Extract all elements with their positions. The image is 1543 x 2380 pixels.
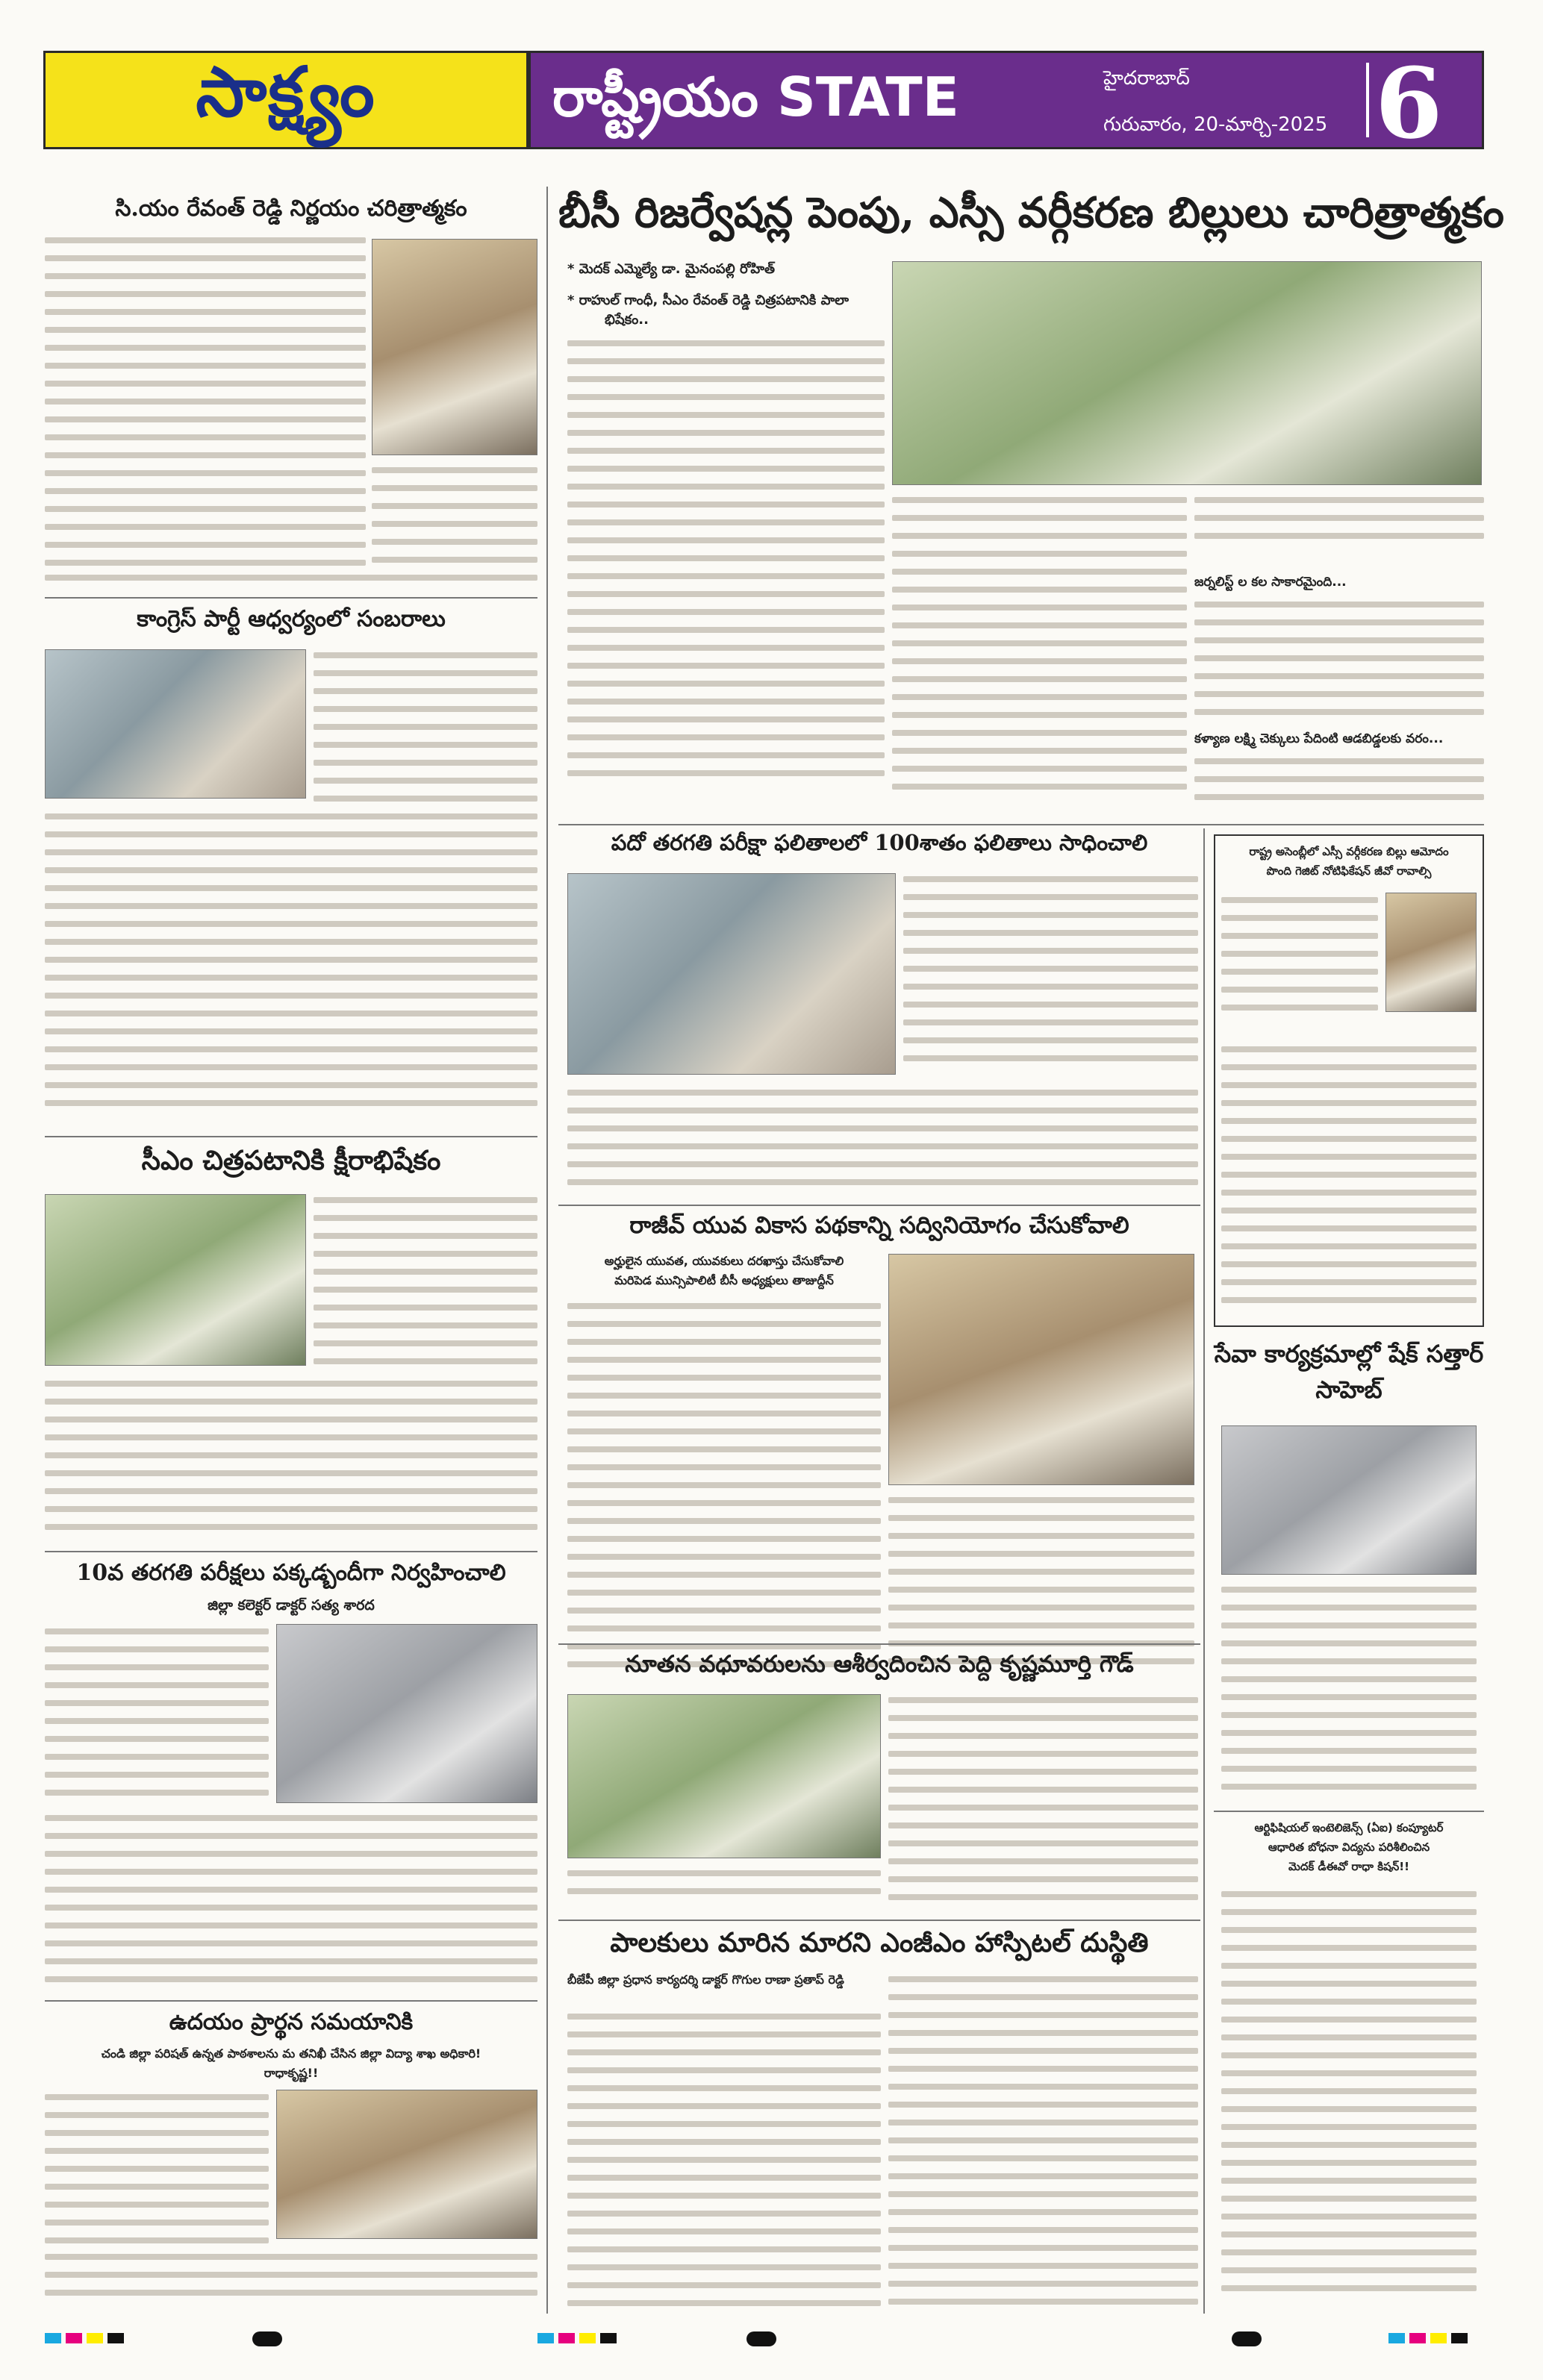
yellow-swatch bbox=[579, 2333, 596, 2343]
story-body-text bbox=[1221, 1042, 1477, 1318]
story-body-text bbox=[1194, 493, 1484, 567]
story-divider bbox=[45, 2000, 537, 2002]
story-body-text bbox=[567, 1866, 881, 1911]
story-body-text bbox=[892, 493, 1187, 806]
story-body-text bbox=[567, 2009, 881, 2308]
sidebar-box-title: రాష్ట్ర అసెంబ్లీలో ఎస్సీ వర్గీకరణ బిల్లు ఆమోదం bbox=[1249, 845, 1449, 858]
story-body-text bbox=[888, 1972, 1198, 2308]
wedding-photo bbox=[567, 1694, 881, 1858]
portrait-photo bbox=[888, 1254, 1194, 1485]
story-headline: సీఎం చిత్రపటానికి క్షీరాభిషేకం bbox=[141, 1145, 441, 1176]
story-body-text bbox=[1221, 893, 1378, 1034]
story-headline: నూతన వధూవరులను ఆశీర్వదించిన పెద్ది కృష్ణమూర్తి గౌడ్ bbox=[625, 1651, 1134, 1678]
brand-name: సాక్ష్యం bbox=[196, 51, 376, 132]
registration-mark bbox=[746, 2331, 776, 2346]
story-headline: 10వ తరగతి పరీక్షలు పక్కడ్బందీగా నిర్వహించాలి bbox=[76, 1560, 506, 1586]
story-subheading: బీజేపీ జిల్లా ప్రధాన కార్యదర్శి డాక్టర్ గొగుల రాణా ప్రతాప్ రెడ్డి bbox=[567, 1973, 844, 1987]
story-body-text bbox=[45, 233, 366, 569]
story-body-text bbox=[45, 2090, 269, 2246]
story-body-text bbox=[372, 463, 537, 567]
story-body-text bbox=[45, 2249, 537, 2309]
lead-bullet: * రాహుల్ గాంధీ, సీఎం రేవంత్ రెడ్డి చిత్రపటానికి పాలా bbox=[567, 293, 849, 308]
yellow-swatch bbox=[87, 2333, 103, 2343]
story-body-text bbox=[888, 1693, 1198, 1917]
story-body-text bbox=[45, 570, 537, 589]
edition-city: హైదరాబాద్ bbox=[1103, 67, 1190, 90]
story-body-text bbox=[567, 1085, 1198, 1197]
story-divider bbox=[45, 1136, 537, 1137]
column-divider bbox=[546, 187, 548, 2314]
section-title: రాష్ట్రీయం STATE bbox=[552, 66, 959, 128]
school-visit-photo bbox=[276, 2090, 537, 2239]
story-headline: సేవా కార్యక్రమాల్లో షేక్ సత్తార్ సాహెబ్ bbox=[1214, 1340, 1484, 1404]
story-divider bbox=[45, 1551, 537, 1552]
story-subheading: రాధాకృష్ణ!! bbox=[264, 2066, 319, 2080]
story-body-text bbox=[314, 1193, 537, 1372]
story-divider bbox=[558, 1205, 1200, 1206]
black-swatch bbox=[107, 2333, 124, 2343]
ribbon-cutting-photo bbox=[892, 261, 1482, 485]
page-number: 6 bbox=[1375, 46, 1443, 160]
story-divider bbox=[45, 597, 537, 599]
story-subheading: ఆధారిత బోధనా విద్యను పరిశీలించిన bbox=[1268, 1840, 1430, 1854]
cyan-swatch bbox=[1388, 2333, 1405, 2343]
magenta-swatch bbox=[558, 2333, 575, 2343]
color-registration-strip bbox=[45, 2333, 124, 2343]
students-group-photo bbox=[567, 873, 896, 1075]
story-body-text bbox=[1221, 1582, 1477, 1806]
story-subheading: కళ్యాణ లక్ష్మి చెక్కులు పేదింటి ఆడబిడ్డలకు వరం... bbox=[1194, 731, 1444, 746]
black-swatch bbox=[600, 2333, 617, 2343]
color-registration-strip bbox=[537, 2333, 617, 2343]
story-body-text bbox=[45, 1811, 537, 1990]
story-body-text bbox=[1194, 597, 1484, 724]
lead-bullet: భిషేకం.. bbox=[605, 312, 649, 328]
story-divider bbox=[1214, 1811, 1484, 1812]
portrait-photo bbox=[1385, 893, 1477, 1012]
lead-bullet: * మెదక్ ఎమ్మెల్యే డా. మైనంపల్లి రోహిత్ bbox=[567, 261, 776, 277]
story-subheading: జర్నలిస్ట్ ల కల సాకారమైంది... bbox=[1194, 575, 1347, 590]
yellow-swatch bbox=[1430, 2333, 1447, 2343]
story-body-text bbox=[1221, 1887, 1477, 2305]
sidebar-box-subtitle: పొంది గెజిట్ నోటిఫికేషన్ జీవో రావాల్సి bbox=[1266, 864, 1432, 878]
column-divider bbox=[1203, 828, 1205, 2314]
story-subheading: మరిపెడ మున్సిపాలిటీ బీసీ అధ్యక్షులు తాజుద్దీన్ bbox=[614, 1273, 834, 1287]
cyan-swatch bbox=[537, 2333, 554, 2343]
masthead-divider bbox=[1366, 63, 1369, 137]
story-body-text bbox=[45, 1624, 269, 1803]
color-registration-strip bbox=[1388, 2333, 1468, 2343]
story-body-text bbox=[903, 872, 1198, 1081]
story-subheading: చండి జిల్లా పరిషత్ ఉన్నత పాఠశాలను మ తనిఖీ చేసిన జిల్లా విద్యా శాఖ అధికారి! bbox=[101, 2046, 481, 2061]
felicitation-photo bbox=[45, 1194, 306, 1366]
story-body-text bbox=[1194, 754, 1484, 817]
story-body-text bbox=[314, 648, 537, 805]
story-subheading: అర్హులైన యువత, యువకులు దరఖాస్తు చేసుకోవాలి bbox=[604, 1254, 844, 1268]
story-headline: పదో తరగతి పరీక్షా ఫలితాలలో 100శాతం ఫలితాలు సాధించాలి bbox=[611, 830, 1148, 855]
story-subheading: జిల్లా కలెక్టర్ డాక్టర్ సత్య శారద bbox=[208, 1597, 375, 1614]
story-subheading: మెదక్ డీఈవో రాధా కిషన్!! bbox=[1288, 1860, 1409, 1873]
service-program-photo bbox=[1221, 1425, 1477, 1575]
black-swatch bbox=[1451, 2333, 1468, 2343]
edition-date: గురువారం, 20-మార్చి-2025 bbox=[1103, 113, 1328, 136]
story-headline: కాంగ్రెస్ పార్టీ ఆధ్వర్యంలో సంబరాలు bbox=[137, 606, 446, 632]
story-divider bbox=[558, 824, 1484, 825]
cyan-swatch bbox=[45, 2333, 61, 2343]
portrait-photo bbox=[372, 239, 537, 455]
story-headline: ఉదయం ప్రార్థన సమయానికి bbox=[169, 2009, 414, 2035]
story-body-text bbox=[45, 809, 537, 1108]
story-body-text bbox=[567, 1299, 881, 1687]
magenta-swatch bbox=[66, 2333, 82, 2343]
story-divider bbox=[558, 1643, 1200, 1645]
registration-mark bbox=[1232, 2331, 1262, 2346]
story-headline: సి.యం రేవంత్ రెడ్డి నిర్ణయం చరిత్రాత్మకం bbox=[115, 196, 467, 222]
magenta-swatch bbox=[1409, 2333, 1426, 2343]
story-headline: పాలకులు మారిన మారని ఎంజీఎం హాస్పిటల్ దుస్థితి bbox=[610, 1927, 1149, 1958]
story-divider bbox=[558, 1920, 1200, 1921]
celebration-photo bbox=[45, 649, 306, 799]
story-body-text bbox=[45, 1376, 537, 1540]
meeting-photo bbox=[276, 1624, 537, 1803]
story-headline: రాజీవ్ యువ వికాస పథకాన్ని సద్వినియోగం చేసుకోవాలి bbox=[629, 1212, 1129, 1239]
lead-headline: బీసీ రిజర్వేషన్ల పెంపు, ఎస్సీ వర్గీకరణ బిల్లులు చారిత్రాత్మకం bbox=[558, 188, 1504, 237]
newspaper-logo bbox=[43, 51, 529, 149]
story-subheading: ఆర్టిఫిషియల్ ఇంటెలిజెన్స్ (ఏఐ) కంప్యూటర్ bbox=[1254, 1821, 1444, 1834]
story-body-text bbox=[567, 336, 885, 784]
registration-mark bbox=[252, 2331, 282, 2346]
